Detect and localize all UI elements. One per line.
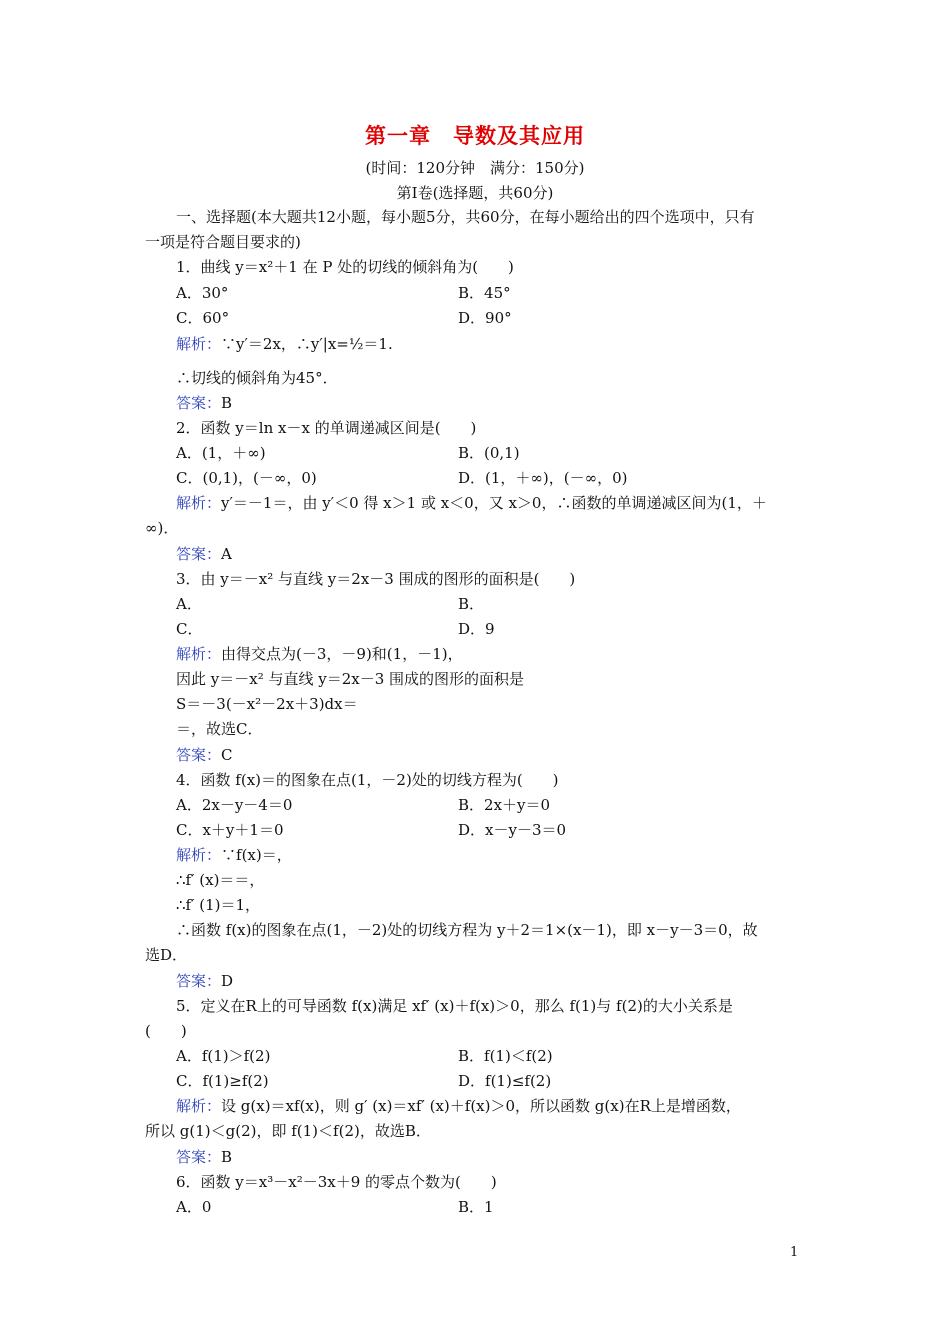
question-2-option-b: B．(0,1) <box>458 444 520 462</box>
analysis-label: 解析： <box>176 1097 222 1115</box>
question-3-analysis <box>176 644 463 664</box>
question-3-option-c: C． <box>176 620 203 638</box>
question-4-analysis-line5: 选D． <box>145 946 188 964</box>
analysis-text: ∵f(x)＝， <box>221 846 292 864</box>
analysis-label: 解析： <box>176 494 222 512</box>
question-3-stem: 3．由 y＝－x² 与直线 y＝2x－3 围成的图形的面积是( ) <box>176 570 576 588</box>
analysis-text: y′＝－1＝，由 y′＜0 得 x＞1 或 x＜0，又 x＞0，∴函数的单调递减区间为(1，＋ <box>221 494 767 512</box>
answer-value: D <box>221 972 234 990</box>
question-3-option-d: D．9 <box>458 620 495 638</box>
question-4-option-b: B．2x＋y＝0 <box>458 796 551 814</box>
question-6-stem: 6．函数 y＝x³－x²－3x＋9 的零点个数为( ) <box>176 1173 497 1191</box>
question-4-analysis <box>176 845 292 865</box>
question-1-option-b: B．45° <box>458 284 511 302</box>
question-5-analysis <box>176 1096 741 1116</box>
question-6-option-b: B．1 <box>458 1198 494 1216</box>
question-2-analysis-cont: ∞)． <box>145 519 179 537</box>
question-4-analysis-line3: ∴f′ (1)＝1， <box>176 896 261 914</box>
question-1-option-c: C．60° <box>176 309 230 327</box>
question-5-option-b: B．f(1)＜f(2) <box>458 1047 553 1065</box>
question-1-analysis <box>176 334 393 354</box>
question-5-option-c: C．f(1)≥f(2) <box>176 1072 269 1090</box>
section-intro-cont: 一项是符合题目要求的) <box>145 233 301 251</box>
question-2-analysis <box>176 493 767 513</box>
answer-label: 答案： <box>176 972 222 990</box>
answer-value: C <box>221 746 233 764</box>
analysis-label: 解析： <box>176 846 222 864</box>
question-1-stem: 1．曲线 y＝x²＋1 在 P 处的切线的倾斜角为( ) <box>176 258 514 276</box>
question-3-analysis-line3: S＝－3(－x²－2x＋3)dx＝ <box>176 695 358 713</box>
question-5-answer <box>176 1147 232 1167</box>
part-heading: 第Ⅰ卷(选择题，共60分) <box>396 184 554 202</box>
question-4-option-a: A．2x－y－4＝0 <box>176 796 293 814</box>
question-1-option-a: A．30° <box>176 284 229 302</box>
question-3-option-b: B． <box>458 595 485 613</box>
question-4-analysis-line2: ∴f′ (x)＝＝， <box>176 871 265 889</box>
question-4-analysis-line4: ∴函数 f(x)的图象在点(1，－2)处的切线方程为 y＋2＝1×(x－1)，即 x－y－3＝0，故 <box>176 921 758 939</box>
question-4-option-c: C．x＋y＋1＝0 <box>176 821 284 839</box>
answer-value: B <box>221 394 233 412</box>
question-2-answer <box>176 544 232 564</box>
question-1-answer <box>176 393 232 413</box>
analysis-text: 由得交点为(－3，－9)和(1，－1)， <box>221 645 463 663</box>
section-intro: 一、选择题(本大题共12小题，每小题5分，共60分，在每小题给出的四个选项中，只有 <box>176 208 755 226</box>
question-3-analysis-line4: ＝，故选C． <box>176 720 263 738</box>
question-2-option-d: D．(1，＋∞)，(－∞，0) <box>458 469 628 487</box>
question-4-option-d: D．x－y－3＝0 <box>458 821 567 839</box>
exam-meta: (时间：120分钟 满分：150分) <box>365 159 585 177</box>
question-5-option-a: A．f(1)＞f(2) <box>176 1047 271 1065</box>
answer-label: 答案： <box>176 746 222 764</box>
question-5-analysis-line2: 所以 g(1)＜g(2)，即 f(1)＜f(2)，故选B． <box>145 1122 431 1140</box>
chapter-title: 第一章 导数及其应用 <box>365 124 585 148</box>
analysis-label: 解析： <box>176 335 222 353</box>
analysis-text: 设 g(x)＝xf(x)，则 g′ (x)＝xf′ (x)＋f(x)＞0，所以函数 g(x)在R上是增函数， <box>221 1097 741 1115</box>
analysis-text: ∵y′＝2x，∴y′|x=½＝1. <box>221 335 393 353</box>
question-2-option-a: A．(1，＋∞) <box>176 444 266 462</box>
question-5-option-d: D．f(1)≤f(2) <box>458 1072 552 1090</box>
answer-value: A <box>221 545 232 563</box>
answer-value: B <box>221 1148 233 1166</box>
answer-label: 答案： <box>176 394 222 412</box>
question-3-option-a: A． <box>176 595 202 613</box>
question-2-option-c: C．(0,1)，(－∞，0) <box>176 469 317 487</box>
question-3-answer <box>176 745 233 765</box>
question-1-option-d: D．90° <box>458 309 512 327</box>
question-1-analysis-line2: ∴切线的倾斜角为45°． <box>176 369 338 387</box>
question-5-stem-cont: ( ) <box>145 1022 187 1040</box>
question-6-option-a: A．0 <box>176 1198 212 1216</box>
page-number: 1 <box>790 1245 799 1260</box>
question-4-answer <box>176 971 233 991</box>
question-3-analysis-line2: 因此 y＝－x² 与直线 y＝2x－3 围成的图形的面积是 <box>176 670 525 688</box>
answer-label: 答案： <box>176 1148 222 1166</box>
question-5-stem: 5．定义在R上的可导函数 f(x)满足 xf′ (x)＋f(x)＞0，那么 f(1)与 f(2)的大小关系是 <box>176 997 733 1015</box>
question-4-stem: 4．函数 f(x)＝的图象在点(1，－2)处的切线方程为( ) <box>176 771 559 789</box>
question-2-stem: 2．函数 y＝ln x－x 的单调递减区间是( ) <box>176 419 477 437</box>
answer-label: 答案： <box>176 545 222 563</box>
analysis-label: 解析： <box>176 645 222 663</box>
